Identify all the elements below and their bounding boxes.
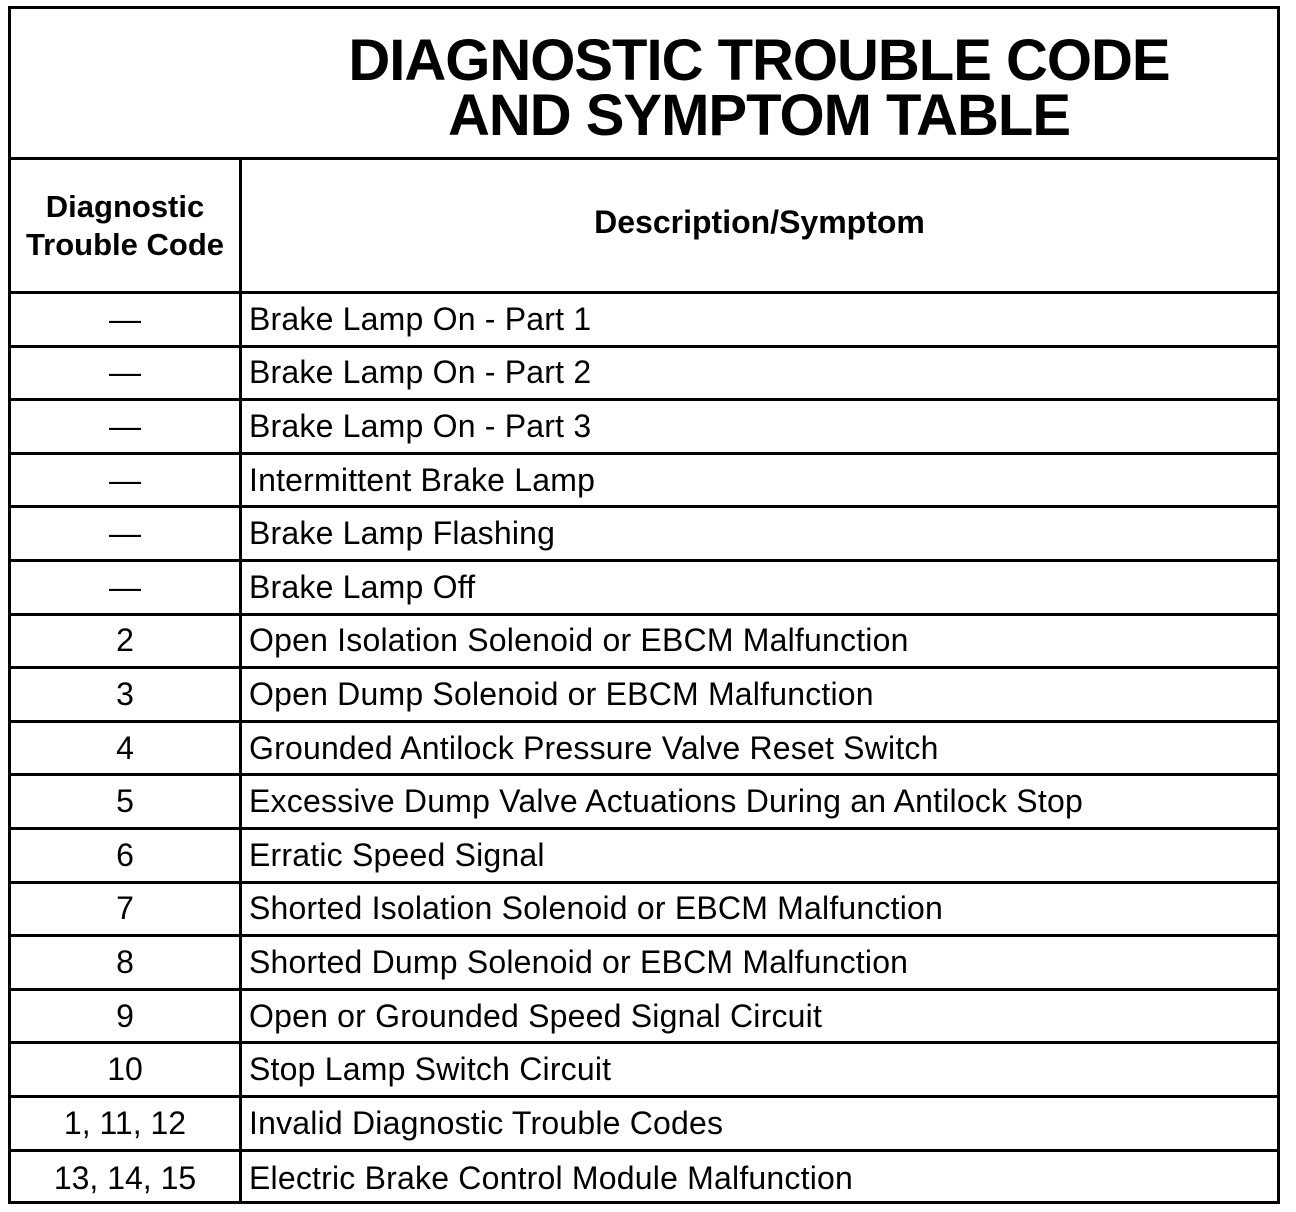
table-title: [11, 9, 1277, 160]
trouble-code-cell: —: [109, 515, 141, 552]
dtc-symptom-table: [8, 6, 1280, 1204]
description-cell: Shorted Dump Solenoid or EBCM Malfunction: [249, 943, 909, 980]
trouble-code-cell: —: [109, 461, 141, 498]
description-cell: Invalid Diagnostic Trouble Codes: [249, 1104, 724, 1141]
table-row: [11, 1152, 1277, 1206]
table-header-row: [11, 160, 1277, 294]
description-cell: Open or Grounded Speed Signal Circuit: [249, 997, 823, 1034]
description-cell: Grounded Antilock Pressure Valve Reset Switch: [249, 729, 939, 766]
trouble-code-cell: 10: [107, 1051, 143, 1088]
table-row: [11, 991, 1277, 1045]
description-cell: Open Isolation Solenoid or EBCM Malfunction: [249, 622, 909, 659]
description-cell: Stop Lamp Switch Circuit: [249, 1051, 612, 1088]
description-cell: Open Dump Solenoid or EBCM Malfunction: [249, 675, 874, 712]
description-cell: Erratic Speed Signal: [249, 836, 545, 873]
trouble-code-cell: —: [109, 300, 141, 337]
table-row: [11, 616, 1277, 670]
trouble-code-cell: —: [109, 407, 141, 444]
table-body: [11, 294, 1277, 1205]
table-row: [11, 455, 1277, 509]
header-description-label: Description/Symptom: [594, 203, 925, 240]
table-row: [11, 669, 1277, 723]
trouble-code-cell: 13, 14, 15: [53, 1159, 197, 1196]
title-line-1: DIAGNOSTIC TROUBLE CODE: [348, 28, 1170, 93]
trouble-code-cell: 8: [116, 943, 134, 980]
table-row: [11, 562, 1277, 616]
trouble-code-cell: 9: [116, 997, 134, 1034]
trouble-code-cell: 1, 11, 12: [63, 1104, 187, 1141]
trouble-code-cell: 2: [116, 622, 134, 659]
description-cell: Excessive Dump Valve Actuations During an Antilock Stop: [249, 783, 1083, 820]
trouble-code-cell: 6: [116, 836, 134, 873]
description-cell: Intermittent Brake Lamp: [249, 461, 596, 498]
table-row: [11, 348, 1277, 402]
table-row: [11, 294, 1277, 348]
table-row: [11, 830, 1277, 884]
table-row: [11, 776, 1277, 830]
table-row: [11, 1098, 1277, 1152]
title-line-2: AND SYMPTOM TABLE: [447, 83, 1071, 148]
description-cell: Brake Lamp On - Part 1: [249, 300, 592, 337]
description-cell: Brake Lamp On - Part 3: [249, 407, 592, 444]
trouble-code-cell: 3: [116, 675, 134, 712]
trouble-code-cell: —: [109, 568, 141, 605]
trouble-code-cell: 4: [116, 729, 134, 766]
trouble-code-cell: —: [109, 354, 141, 391]
description-cell: Brake Lamp On - Part 2: [249, 354, 592, 391]
table-row: [11, 508, 1277, 562]
trouble-code-cell: 5: [116, 783, 134, 820]
table-row: [11, 1044, 1277, 1098]
header-code-cell: [11, 160, 239, 291]
description-cell: Electric Brake Control Module Malfunction: [249, 1159, 854, 1196]
table-row: [11, 937, 1277, 991]
header-code-label: Diagnostic Trouble Code: [25, 188, 225, 262]
description-cell: Brake Lamp Off: [249, 568, 476, 605]
table-row: [11, 723, 1277, 777]
description-cell: Shorted Isolation Solenoid or EBCM Malfunction: [249, 890, 944, 927]
table-row: [11, 884, 1277, 938]
table-row: [11, 401, 1277, 455]
trouble-code-cell: 7: [116, 890, 134, 927]
description-cell: Brake Lamp Flashing: [249, 515, 556, 552]
